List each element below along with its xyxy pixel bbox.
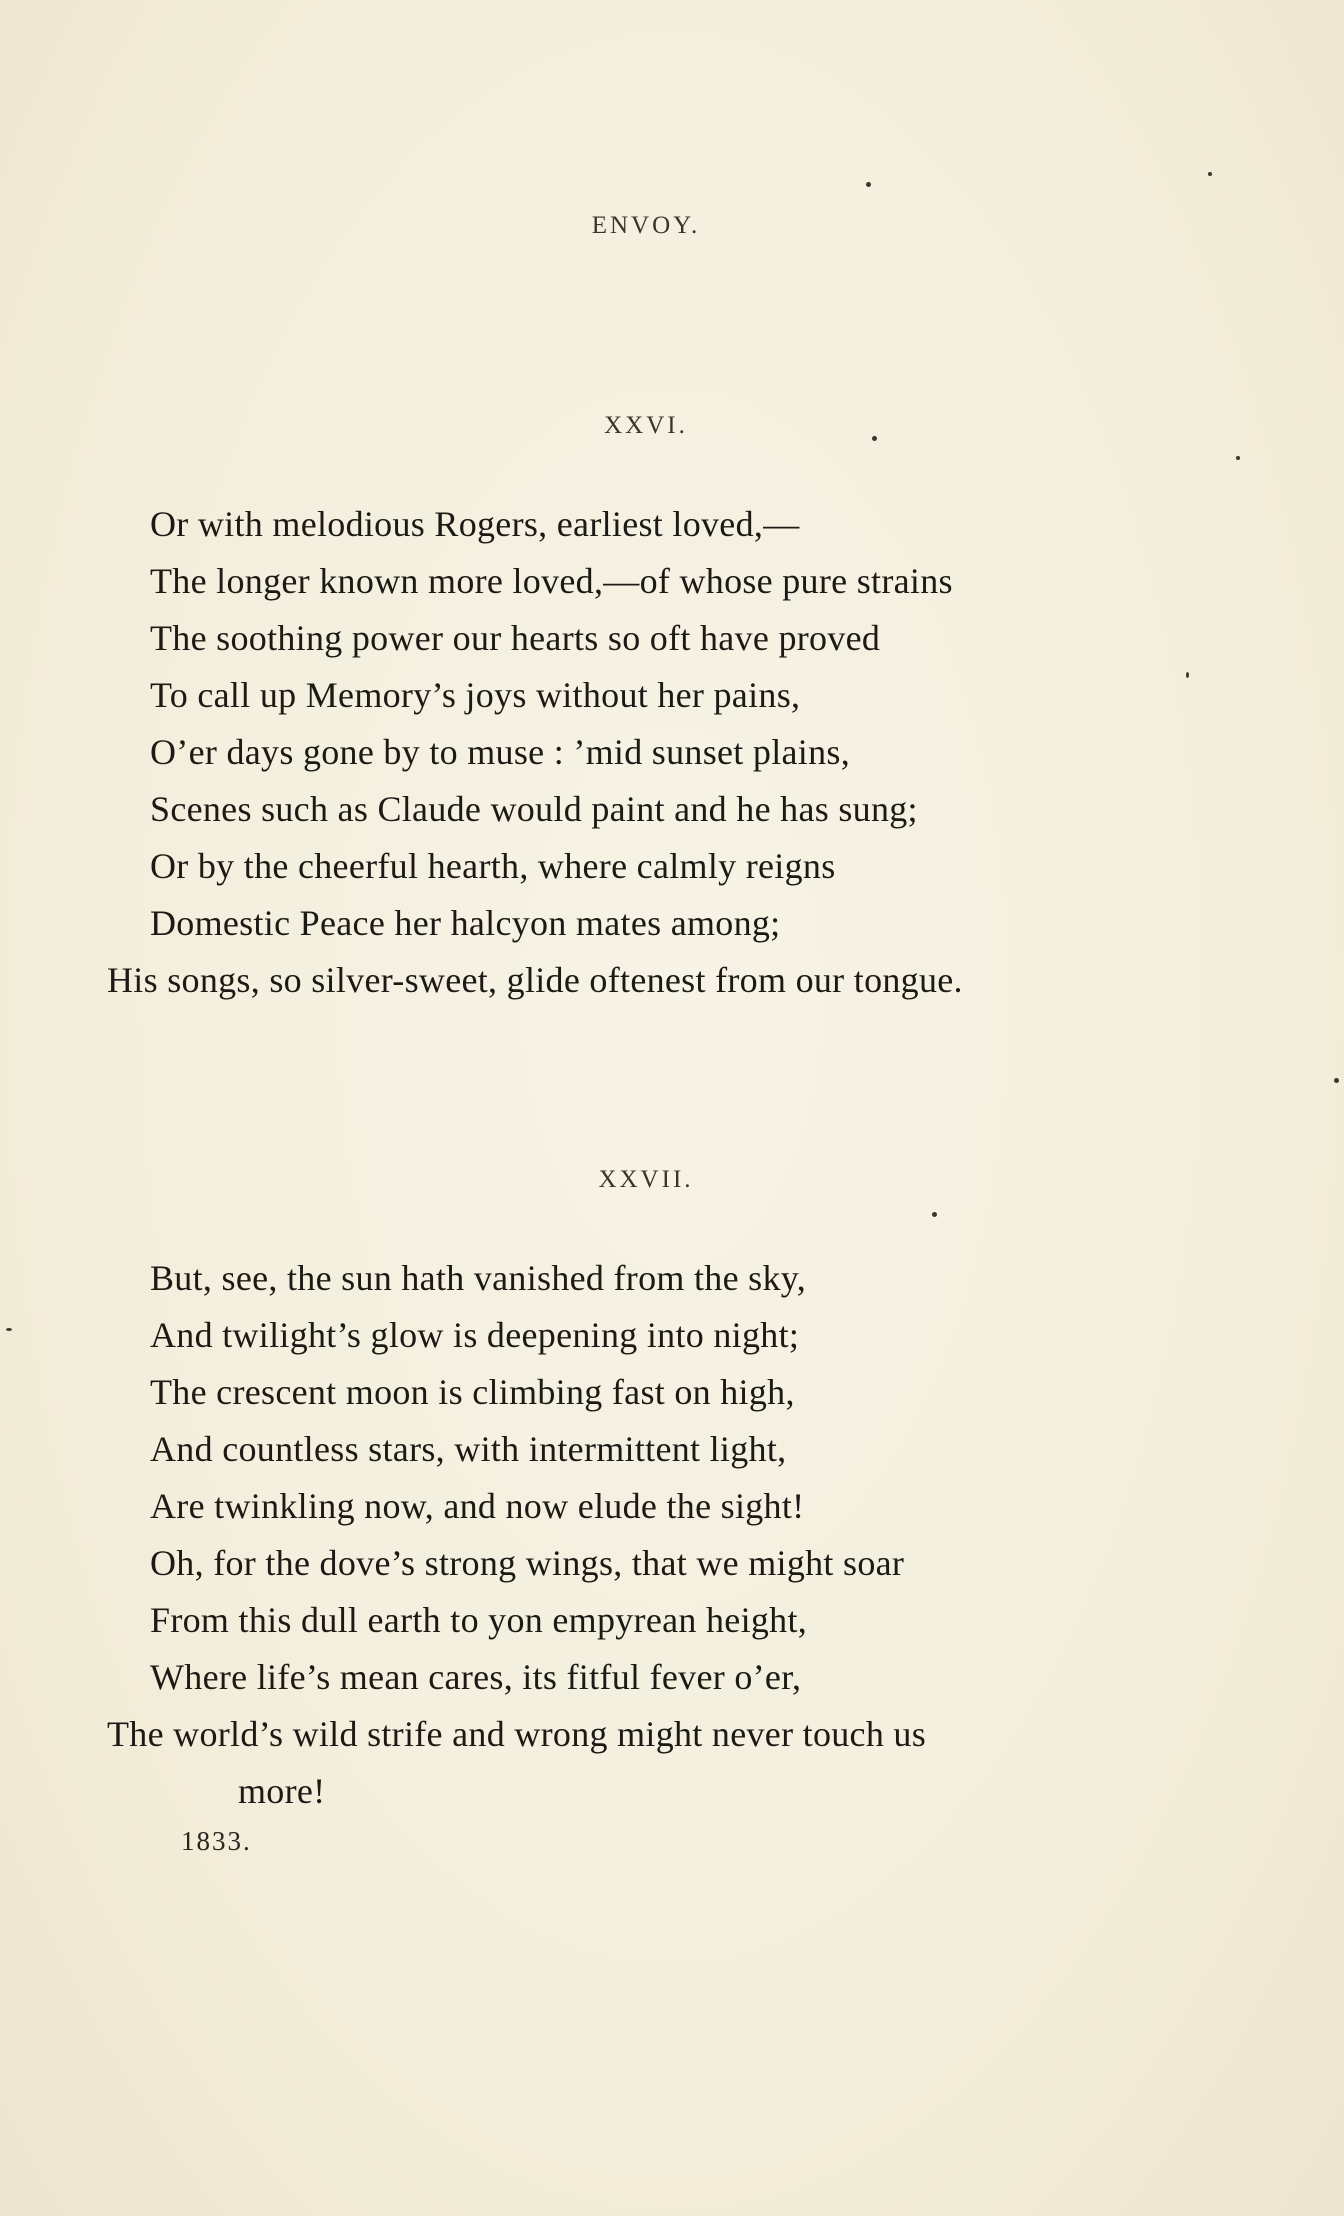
- paper-speck: [1236, 456, 1240, 460]
- verse-line-continuation: more!: [238, 1771, 326, 1811]
- verse-line: Oh, for the dove’s strong wings, that we might soar: [150, 1543, 905, 1583]
- verse-line: Are twinkling now, and now elude the sight!: [150, 1486, 805, 1526]
- verse-line: His songs, so silver-sweet, glide oftenest from our tongue.: [107, 960, 963, 1000]
- paper-speck: [1186, 672, 1189, 678]
- verse-line: From this dull earth to yon empyrean height,: [150, 1600, 808, 1640]
- verse-line: The crescent moon is climbing fast on high,: [150, 1372, 795, 1412]
- verse-line: O’er days gone by to muse : ’mid sunset plains,: [150, 732, 850, 772]
- verse-line: But, see, the sun hath vanished from the sky,: [150, 1258, 807, 1298]
- composition-date: 1833.: [181, 1826, 252, 1856]
- paper-speck: [1334, 1078, 1339, 1083]
- paper-speck: [932, 1212, 937, 1217]
- stanza-number-xxvi: XXVI.: [604, 412, 688, 439]
- verse-line: Domestic Peace her halcyon mates among;: [150, 903, 781, 943]
- verse-line: And countless stars, with intermittent light,: [150, 1429, 787, 1469]
- verse-line: Scenes such as Claude would paint and he has sung;: [150, 789, 918, 829]
- verse-line: The longer known more loved,—of whose pure strains: [150, 561, 953, 601]
- paper-speck: [6, 1328, 12, 1331]
- stanza-number-xxvii: XXVII.: [598, 1166, 694, 1193]
- verse-line: The soothing power our hearts so oft have proved: [150, 618, 881, 658]
- paper-speck: [1208, 172, 1212, 176]
- verse-line: Where life’s mean cares, its fitful fever o’er,: [150, 1657, 802, 1697]
- running-head: ENVOY.: [591, 212, 701, 239]
- paper-speck: [866, 182, 871, 187]
- verse-line: To call up Memory’s joys without her pains,: [150, 675, 801, 715]
- verse-line: And twilight’s glow is deepening into night;: [150, 1315, 800, 1355]
- verse-line: Or with melodious Rogers, earliest loved,—: [150, 504, 800, 544]
- verse-line: The world’s wild strife and wrong might never touch us: [107, 1714, 927, 1754]
- verse-line: Or by the cheerful hearth, where calmly reigns: [150, 846, 836, 886]
